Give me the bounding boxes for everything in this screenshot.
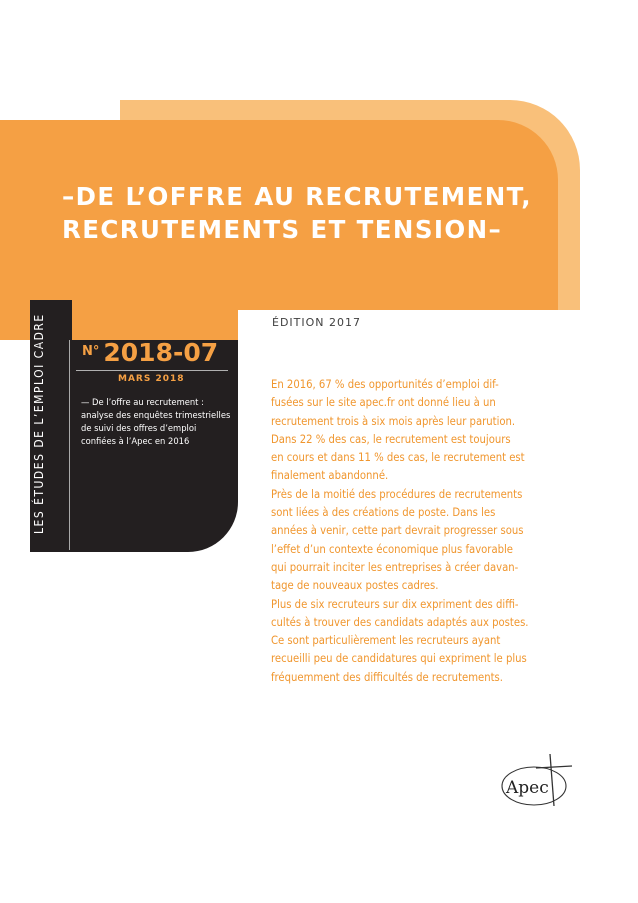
intro-line: années à venir, cette part devrait progresser sous — [271, 524, 524, 538]
title-line-2: RECRUTEMENTS ET TENSION– — [62, 215, 503, 244]
issue-number — [82, 338, 218, 367]
intro-text — [271, 376, 571, 687]
edition-label: ÉDITION 2017 — [272, 316, 362, 329]
intro-line: Plus de six recruteurs sur dix expriment des diffi- — [271, 597, 519, 611]
logo-text: Apec — [506, 778, 549, 798]
series-label: LES ÉTUDES DE L’EMPLOI CADRE — [32, 313, 46, 534]
intro-line: recueilli peu de candidatures qui expriment le plus — [271, 652, 527, 666]
intro-line: fréquemment des difficultés de recrutements. — [271, 670, 503, 684]
intro-line: fusées sur le site apec.fr ont donné lieu à un — [271, 396, 496, 410]
intro-line: recrutement trois à six mois après leur parution. — [271, 414, 516, 428]
intro-line: en cours et dans 11 % des cas, le recrutement est — [271, 451, 525, 465]
issue-prefix: N° — [82, 344, 100, 359]
divider-vertical — [69, 340, 70, 550]
intro-line: Dans 22 % des cas, le recrutement est toujours — [271, 432, 511, 446]
page-title — [62, 180, 532, 246]
intro-line: En 2016, 67 % des opportunités d’emploi dif- — [271, 378, 499, 391]
intro-line: Ce sont particulièrement les recruteurs ayant — [271, 634, 501, 648]
intro-line: l’effet d’un contexte économique plus favorable — [271, 542, 513, 556]
issue-date: MARS 2018 — [118, 374, 185, 384]
issue-number-value: 2018-07 — [103, 338, 219, 367]
series-label-wrap — [30, 313, 60, 552]
intro-line: Près de la moitié des procédures de recrutements — [271, 487, 523, 501]
divider-horizontal — [76, 370, 228, 371]
intro-line: sont liées à des créations de poste. Dans les — [271, 506, 496, 520]
intro-line: qui pourrait inciter les entreprises à créer davan- — [271, 560, 519, 574]
intro-line: cultés à trouver des candidats adaptés aux postes. — [271, 615, 529, 629]
logo-vertical-stroke — [550, 754, 554, 806]
intro-line: finalement abandonné. — [271, 469, 389, 483]
apec-logo — [496, 750, 580, 810]
title-line-1: –DE L’OFFRE AU RECRUTEMENT, — [62, 182, 532, 211]
issue-summary: — De l’offre au recrutement : analyse des enquêtes trimestrielles de suivi des offres d’emploi confiées à l’Apec en 2016 — [81, 397, 231, 446]
intro-line: tage de nouveaux postes cadres. — [271, 579, 439, 593]
